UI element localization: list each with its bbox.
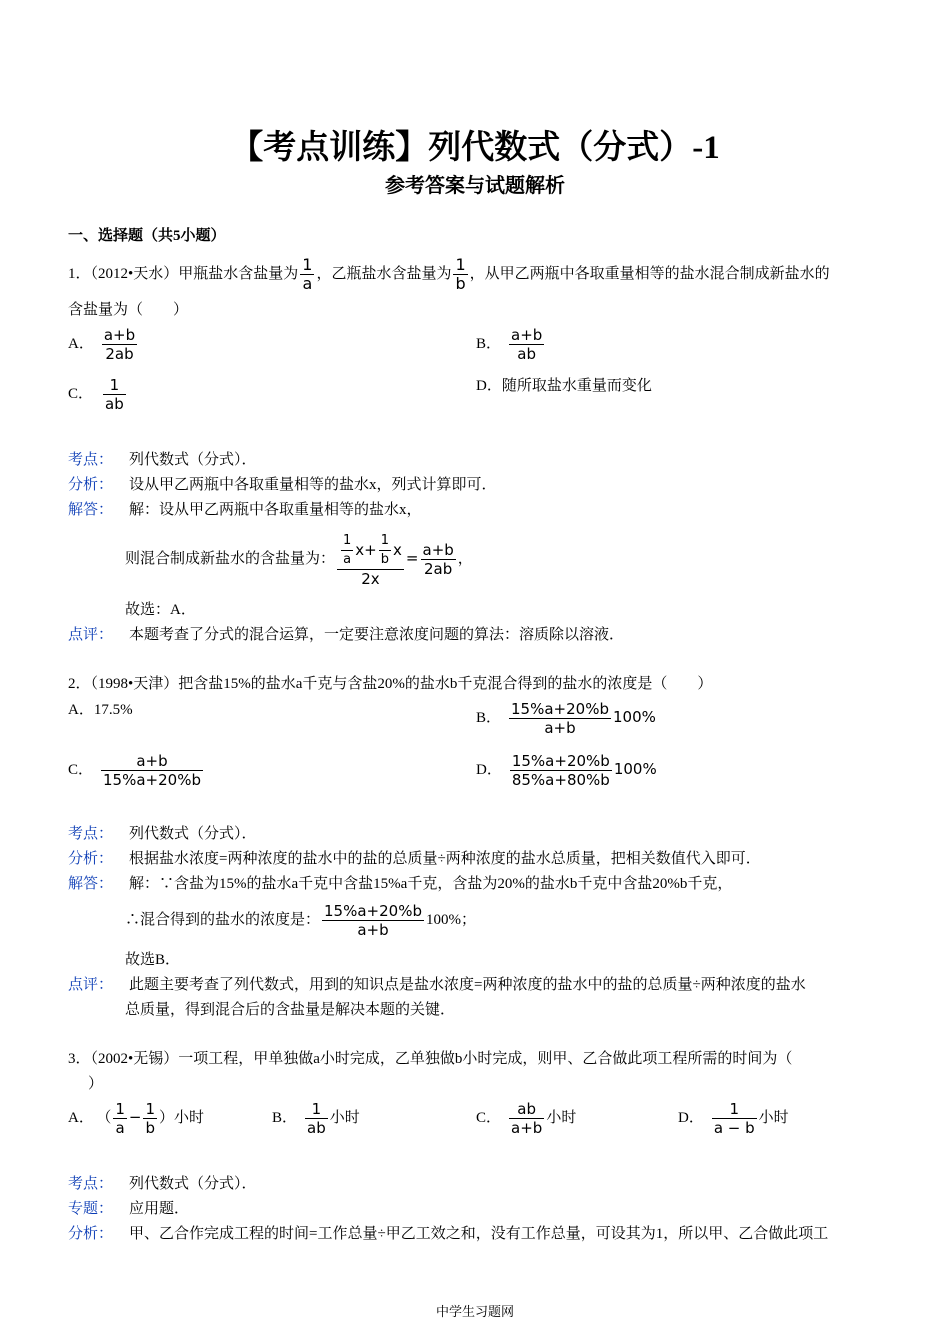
q1-dianping: 点评： 本题考查了分式的混合运算，一定要注意浓度问题的算法：溶质除以溶液． — [68, 627, 625, 643]
q1-stem-b: ，乙瓶盐水含盐量为 — [316, 266, 452, 282]
q1-option-c: C． $\frac{1}{ab}$ — [68, 376, 124, 413]
q1-kaodian: 考点： 列代数式（分式）． — [68, 452, 257, 468]
q3-option-d: D． $\frac{1}{a - b}$ 小时 — [678, 1100, 789, 1137]
q1-stem-a: 1．（2012•天水）甲瓶盐水含盐量为 — [68, 266, 299, 282]
q3-option-b: B． $\frac{1}{ab}$ 小时 — [272, 1100, 360, 1137]
q1-stem-c: ，从甲乙两瓶中各取重量相等的盐水混合制成新盐水的 — [469, 266, 830, 282]
q1-frac-1a: $\frac{1}{a}$ — [302, 255, 313, 294]
q2-option-d: D． $\frac{15\%a+20\%b}{85\%a+80\%b}$ 100% — [476, 752, 657, 789]
section-heading: 一、选择题（共5小题） — [68, 228, 226, 244]
q2-option-a: A．17.5% — [68, 702, 133, 718]
q2-stem: 2．（1998•天津）把含盐15%的盐水a千克与含盐20%的盐水b千克混合得到的盐水的浓度是（ ） — [68, 676, 713, 692]
q1-option-d: D．随所取盐水重量而变化 — [476, 378, 652, 394]
q3-stem: 3．（2002•无锡）一项工程，甲单独做a小时完成，乙单独做b小时完成，则甲、乙合做此项工程所需的时间为（ — [68, 1051, 793, 1067]
page-footer: 中学生习题网 — [435, 1304, 514, 1319]
page-subtitle: 参考答案与试题解析 — [385, 175, 565, 197]
q2-fenxi: 分析： 根据盐水浓度=两种浓度的盐水中的盐的总质量÷两种浓度的盐水总质量，把相关数值代入即可． — [68, 851, 761, 867]
q1-stem — [68, 256, 830, 293]
q1-fenxi: 分析： 设从甲乙两瓶中各取重量相等的盐水x，列式计算即可． — [68, 477, 497, 493]
q3-option-a: A． （ $\frac{1}{a}$ − $\frac{1}{b}$ ）小时 — [68, 1100, 205, 1137]
q1-jieda: 解答： 解：设从甲乙两瓶中各取重量相等的盐水x， — [68, 502, 422, 518]
q1-solution-formula: 则混合制成新盐水的含盐量为： $\frac{1}{a}$ x+ $\frac{1}{b}$ x 2x = $\frac{a+b}{2ab}$ ， — [125, 532, 473, 588]
q1-option-a: A． $\frac{a+b}{2ab}$ — [68, 326, 136, 363]
q1-frac-1b: $\frac{1}{b}$ — [455, 255, 466, 294]
q2-solution-formula: ∴混合得到的盐水的浓度是： $\frac{15\%a+20\%b}{a+b}$ 100%； — [125, 902, 476, 939]
q3-option-c: C． $\frac{ab}{a+b}$ 小时 — [476, 1100, 577, 1137]
page-title: 【考点训练】列代数式（分式）-1 — [230, 130, 720, 166]
q3-fenxi: 分析： 甲、乙合作完成工程的时间=工作总量÷甲乙工效之和，没有工作总量，可设其为1，所以甲、乙合做此项工 — [68, 1226, 829, 1242]
q2-jieda: 解答： 解：∵含盐为15%的盐水a千克中含盐15%a千克，含盐为20%的盐水b千克中含盐20%b千克， — [68, 876, 733, 892]
q1-option-b: B． $\frac{a+b}{ab}$ — [476, 326, 543, 363]
q3-stem-cont: ） — [88, 1076, 104, 1092]
q2-answer: 故选B． — [125, 952, 181, 968]
q2-dianping: 点评： 此题主要考查了列代数式，用到的知识点是盐水浓度=两种浓度的盐水中的盐的总质量÷两种浓度的盐水 — [68, 977, 806, 993]
q1-stem-d: 含盐量为（ ） — [68, 302, 189, 318]
q2-kaodian: 考点： 列代数式（分式）． — [68, 826, 257, 842]
q1-answer: 故选：A． — [125, 602, 196, 618]
q2-dianping-cont: 总质量，得到混合后的含盐量是解决本题的关键． — [125, 1002, 456, 1018]
q3-kaodian: 考点： 列代数式（分式）． — [68, 1176, 257, 1192]
q3-zhuanti: 专题： 应用题． — [68, 1201, 190, 1217]
q2-option-c: C． $\frac{a+b}{15\%a+20\%b}$ — [68, 752, 201, 789]
q2-option-b: B． $\frac{15\%a+20\%b}{a+b}$ 100% — [476, 700, 656, 737]
